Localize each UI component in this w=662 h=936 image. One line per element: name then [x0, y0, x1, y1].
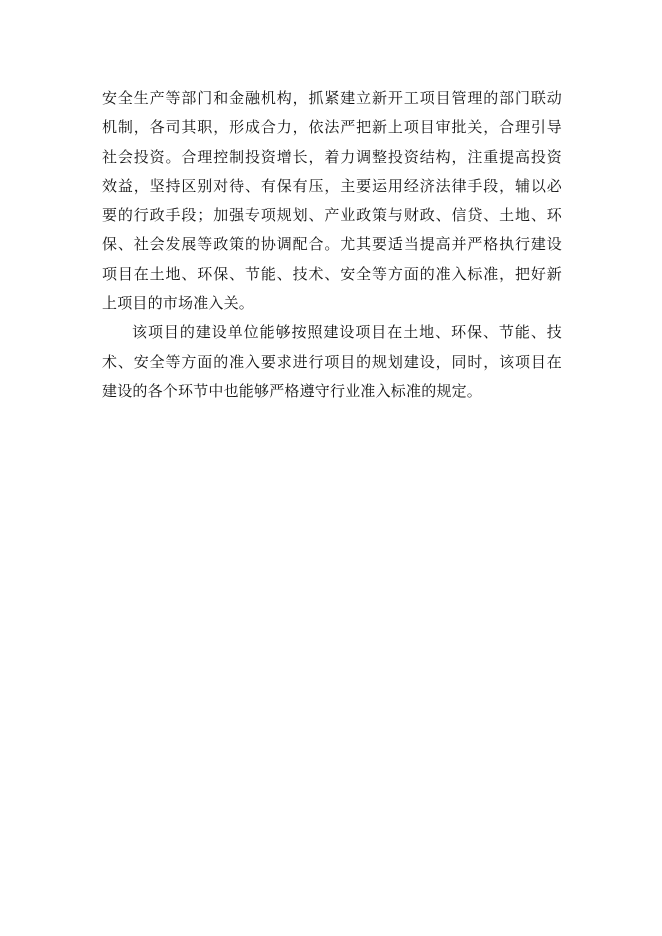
paragraph-2-line-3: 建设的各个环节中也能够严格遵守行业准入标准的规定。: [102, 381, 483, 400]
paragraph-2-line-1: 该项目的建设单位能够按照建设项目在土地、环保、节能、技: [132, 323, 562, 342]
paragraph-1-line-2: 机制，各司其职，形成合力，依法严把新上项目审批关，合理引导: [102, 118, 562, 137]
paragraph-1-line-3: 社会投资。合理控制投资增长，着力调整投资结构，注重提高投资: [102, 147, 562, 166]
paragraph-1-line-7: 项目在土地、环保、节能、技术、安全等方面的准入标准，把好新: [102, 264, 562, 283]
paragraph-1-line-1: 安全生产等部门和金融机构，抓紧建立新开工项目管理的部门联动: [102, 89, 562, 107]
body-text: [102, 84, 562, 406]
paragraph-1-line-8: 上项目的市场准入关。: [102, 294, 255, 313]
paragraph-1-line-5: 要的行政手段；加强专项规划、产业政策与财政、信贷、土地、环: [102, 206, 562, 225]
paragraph-2-line-2: 术、安全等方面的准入要求进行项目的规划建设，同时，该项目在: [102, 352, 562, 371]
paragraph-1-line-4: 效益，坚持区别对待、有保有压，主要运用经济法律手段，辅以必: [102, 176, 562, 195]
paragraph-1-line-6: 保、社会发展等政策的协调配合。尤其要适当提高并严格执行建设: [102, 235, 562, 254]
